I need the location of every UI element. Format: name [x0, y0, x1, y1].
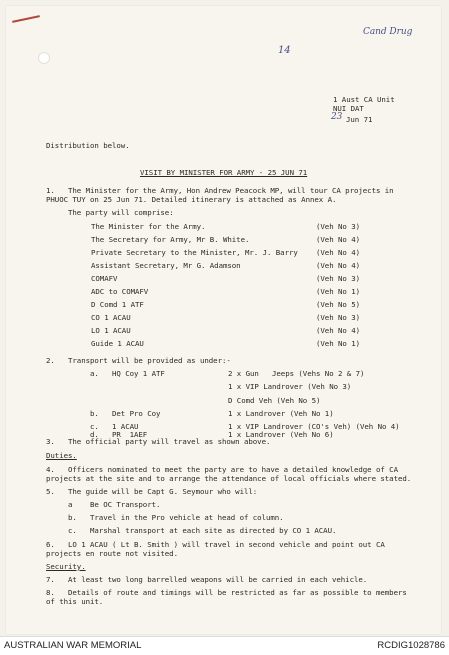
party-member-name: COMAFV: [91, 274, 118, 283]
para7: 7. At least two long barrelled weapons will be carried in each vehicle.: [46, 575, 368, 584]
party-member-name: The Secretary for Army, Mr B. White.: [91, 235, 250, 244]
party-member-name: Guide 1 ACAU: [91, 339, 144, 348]
archive-name: AUSTRALIAN WAR MEMORIAL: [4, 640, 142, 651]
party-member-vehicle: (Veh No 5): [316, 300, 360, 309]
party-member-name: D Comd 1 ATF: [91, 300, 144, 309]
party-member-name: Assistant Secretary, Mr G. Adamson: [91, 261, 241, 270]
para5-item: c. Marshal transport at each site as directed by CO 1 ACAU.: [68, 526, 337, 535]
party-member-vehicle: (Veh No 4): [316, 235, 360, 244]
para1-line2: PHUOC TUY on 25 Jun 71. Detailed itinerary is attached as Annex A.: [46, 195, 337, 204]
party-member-vehicle: (Veh No 1): [316, 339, 360, 348]
para2-intro: 2. Transport will be provided as under:-: [46, 356, 231, 365]
transport-c-label: c. 1 ACAU: [90, 422, 139, 431]
archive-reference: RCDIG1028786: [377, 640, 445, 651]
para8-line2: of this unit.: [46, 597, 104, 606]
para6-line1: 6. LO 1 ACAU ( Lt B. Smith ) will travel in second vehicle and point out CA: [46, 540, 385, 549]
transport-d-item: 1 x Landrover (Veh No 6): [228, 430, 334, 439]
para8-line1: 8. Details of route and timings will be restricted as far as possible to members: [46, 588, 407, 597]
party-member-vehicle: (Veh No 4): [316, 248, 360, 257]
transport-c-item: 1 x VIP Landrover (CO's Veh) (Veh No 4): [228, 422, 400, 431]
para4-line1: 4. Officers nominated to meet the party are to have a detailed knowledge of CA: [46, 465, 398, 474]
handwritten-page-number: 14: [278, 45, 291, 56]
transport-b-item: 1 x Landrover (Veh No 1): [228, 409, 334, 418]
para4-line2: projects at the site and to arrange the attendance of local officials where stated.: [46, 474, 412, 483]
party-member-vehicle: (Veh No 1): [316, 287, 360, 296]
unit-location: NUI DAT: [333, 104, 364, 113]
transport-d-label: d. PR 1AEF: [90, 430, 148, 439]
party-intro: The party will comprise:: [68, 208, 174, 217]
party-member-name: ADC to COMAFV: [91, 287, 149, 296]
date-month-year: Jun 71: [346, 115, 373, 124]
party-member-name: The Minister for the Army.: [91, 222, 206, 231]
party-member-name: CO 1 ACAU: [91, 313, 131, 322]
distribution-note: Distribution below.: [46, 141, 130, 150]
transport-a-item: D Comd Veh (Veh No 5): [228, 396, 321, 405]
unit-name: 1 Aust CA Unit: [333, 95, 395, 104]
para1-line1: 1. The Minister for the Army, Hon Andrew Peacock MP, will tour CA projects in: [46, 186, 394, 195]
transport-a-item: 1 x VIP Landrover (Veh No 3): [228, 382, 352, 391]
party-member-vehicle: (Veh No 3): [316, 222, 360, 231]
handwritten-annotation: Cand Drug: [363, 27, 413, 37]
party-member-name: LO 1 ACAU: [91, 326, 131, 335]
transport-b-label: b. Det Pro Coy: [90, 409, 161, 418]
security-heading: Security.: [46, 562, 86, 571]
party-member-vehicle: (Veh No 4): [316, 261, 360, 270]
document-title: VISIT BY MINISTER FOR ARMY - 25 JUN 71: [140, 168, 308, 177]
party-member-vehicle: (Veh No 3): [316, 274, 360, 283]
para5-item: b. Travel in the Pro vehicle at head of column.: [68, 513, 284, 522]
para6-line2: projects en route not visited.: [46, 549, 178, 558]
handwritten-date-day: 23: [331, 112, 343, 122]
para5-intro: 5. The guide will be Capt G. Seymour who will:: [46, 487, 258, 496]
party-member-vehicle: (Veh No 4): [316, 326, 360, 335]
archive-footer: [0, 636, 449, 655]
party-member-vehicle: (Veh No 3): [316, 313, 360, 322]
para3: 3. The official party will travel as shown above.: [46, 437, 271, 446]
para5-item: a Be OC Transport.: [68, 500, 161, 509]
duties-heading: Duties.: [46, 451, 77, 460]
transport-a-item: 2 x Gun Jeeps (Vehs No 2 & 7): [228, 369, 365, 378]
transport-a-label: a. HQ Coy 1 ATF: [90, 369, 165, 378]
party-member-name: Private Secretary to the Minister, Mr. J. Barry: [91, 248, 298, 257]
punch-hole: [38, 52, 50, 64]
